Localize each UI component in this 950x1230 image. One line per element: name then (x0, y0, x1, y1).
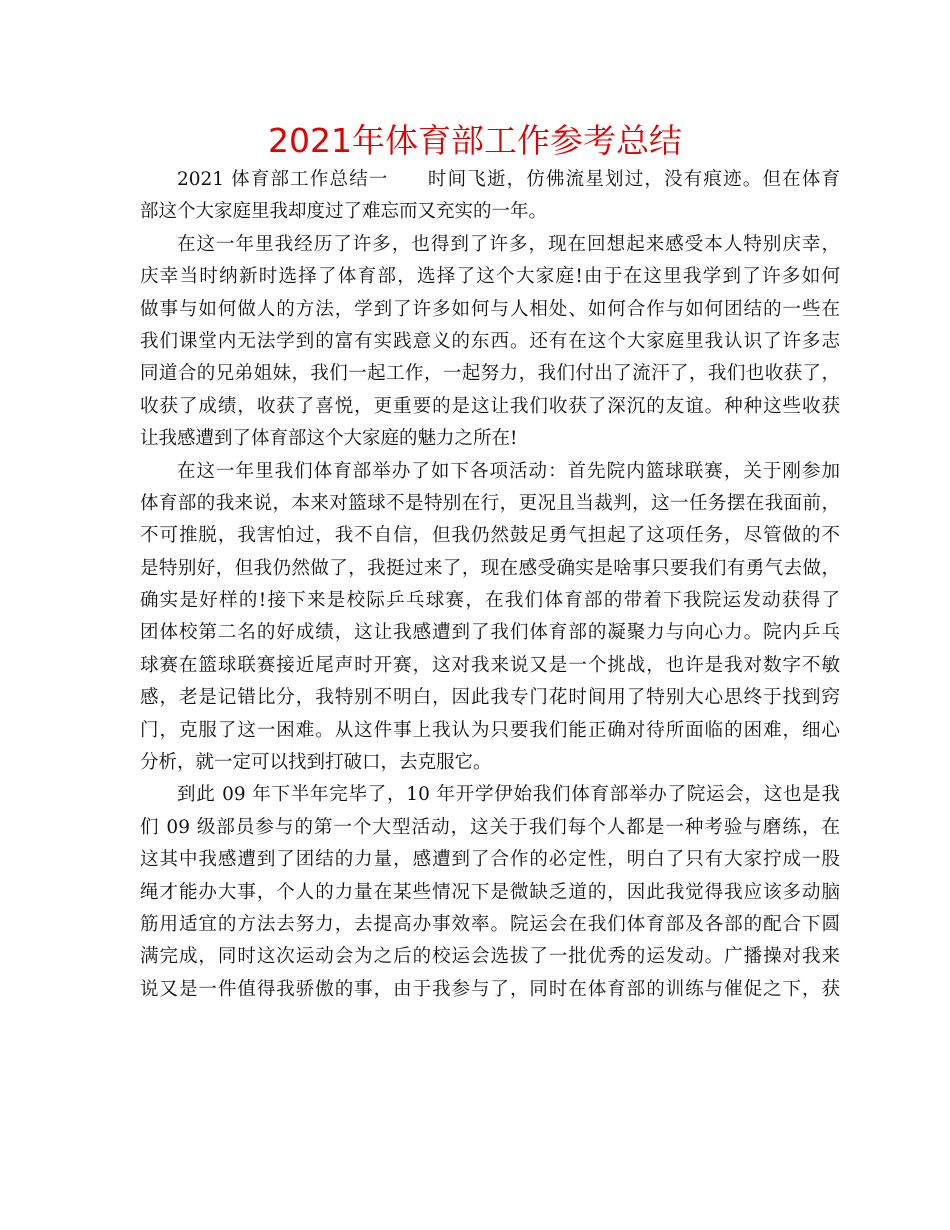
text-line: 分析，就一定可以找到打破口，去克服它。 (140, 752, 492, 774)
text-line: 到此 09 年下半年完毕了，10 年开学伊始我们体育部举办了院运会，这也是我 (177, 784, 840, 806)
paragraph-4 (140, 779, 840, 1006)
text-line: 做事与如何做人的方法，学到了许多如何与人相处、如何合作与如何团结的一些在 (140, 298, 840, 320)
text-line: 2021 体育部工作总结一 时间飞逝，仿佛流星划过，没有痕迹。但在体育 (177, 169, 840, 190)
text-line: 我们课堂内无法学到的富有实践意义的东西。还有在这个大家庭里我认识了许多志 (140, 330, 840, 352)
document-title: 2021年体育部工作参考总结 (268, 121, 682, 160)
text-line: 说又是一件值得我骄傲的事，由于我参与了，同时在体育部的训练与催促之下，获 (140, 978, 840, 1000)
text-line: 部这个大家庭里我却度过了难忘而又充实的一年。 (140, 201, 548, 223)
text-line: 满完成，同时这次运动会为之后的校运会选拔了一批优秀的运发动。广播操对我来 (140, 946, 840, 968)
text-line: 收获了成绩，收获了喜悦，更重要的是这让我们收获了深沉的友谊。种种这些收获 (140, 395, 840, 417)
text-line: 球赛在篮球联赛接近尾声时开赛，这对我来说又是一个挑战，也许是我对数字不敏 (140, 654, 840, 676)
text-line: 确实是好样的!接下来是校际乒乓球赛，在我们体育部的带着下我院运发动获得了 (140, 590, 840, 612)
text-line: 团体校第二名的好成绩，这让我感遭到了我们体育部的凝聚力与向心力。院内乒乓 (140, 622, 840, 644)
text-line: 感，老是记错比分，我特别不明白，因此我专门花时间用了特别大心思终于找到窍 (140, 687, 840, 709)
text-line: 不可推脱，我害怕过，我不自信，但我仍然鼓足勇气担起了这项任务，尽管做的不 (140, 525, 840, 547)
text-line: 让我感遭到了体育部这个大家庭的魅力之所在! (140, 428, 518, 450)
text-line: 筋用适宜的方法去努力，去提高办事效率。院运会在我们体育部及各部的配合下圆 (140, 913, 840, 935)
text-line: 同道合的兄弟姐妹，我们一起工作，一起努力，我们付出了流汗了，我们也收获了， (140, 363, 840, 385)
text-line: 体育部的我来说，本来对篮球不是特别在行，更况且当裁判，这一任务摆在我面前， (140, 492, 840, 514)
text-line: 绳才能办大事，个人的力量在某些情况下是微缺乏道的，因此我觉得我应该多动脑 (140, 881, 840, 903)
text-line: 这其中我感遭到了团结的力量，感遭到了合作的必定性，明白了只有大家拧成一股 (140, 849, 840, 871)
text-line: 是特别好，但我仍然做了，我挺过来了，现在感受确实是啥事只要我们有勇气去做， (140, 557, 840, 579)
text-line: 在这一年里我经历了许多，也得到了许多，现在回想起来感受本人特别庆幸， (177, 233, 840, 255)
paragraph-1 (140, 164, 840, 229)
paragraph-3 (140, 456, 840, 780)
text-line: 门，克服了这一困难。从这件事上我认为只要我们能正确对待所面临的困难，细心 (140, 719, 840, 741)
paragraph-2 (140, 229, 840, 456)
text-line: 在这一年里我们体育部举办了如下各项活动：首先院内篮球联赛，关于刚参加 (177, 460, 840, 482)
text-line: 庆幸当时纳新时选择了体育部，选择了这个大家庭!由于在这里我学到了许多如何 (140, 266, 840, 288)
document-body (140, 164, 840, 1006)
text-line: 们 09 级部员参与的第一个大型活动，这关于我们每个人都是一种考验与磨练，在 (140, 816, 840, 838)
